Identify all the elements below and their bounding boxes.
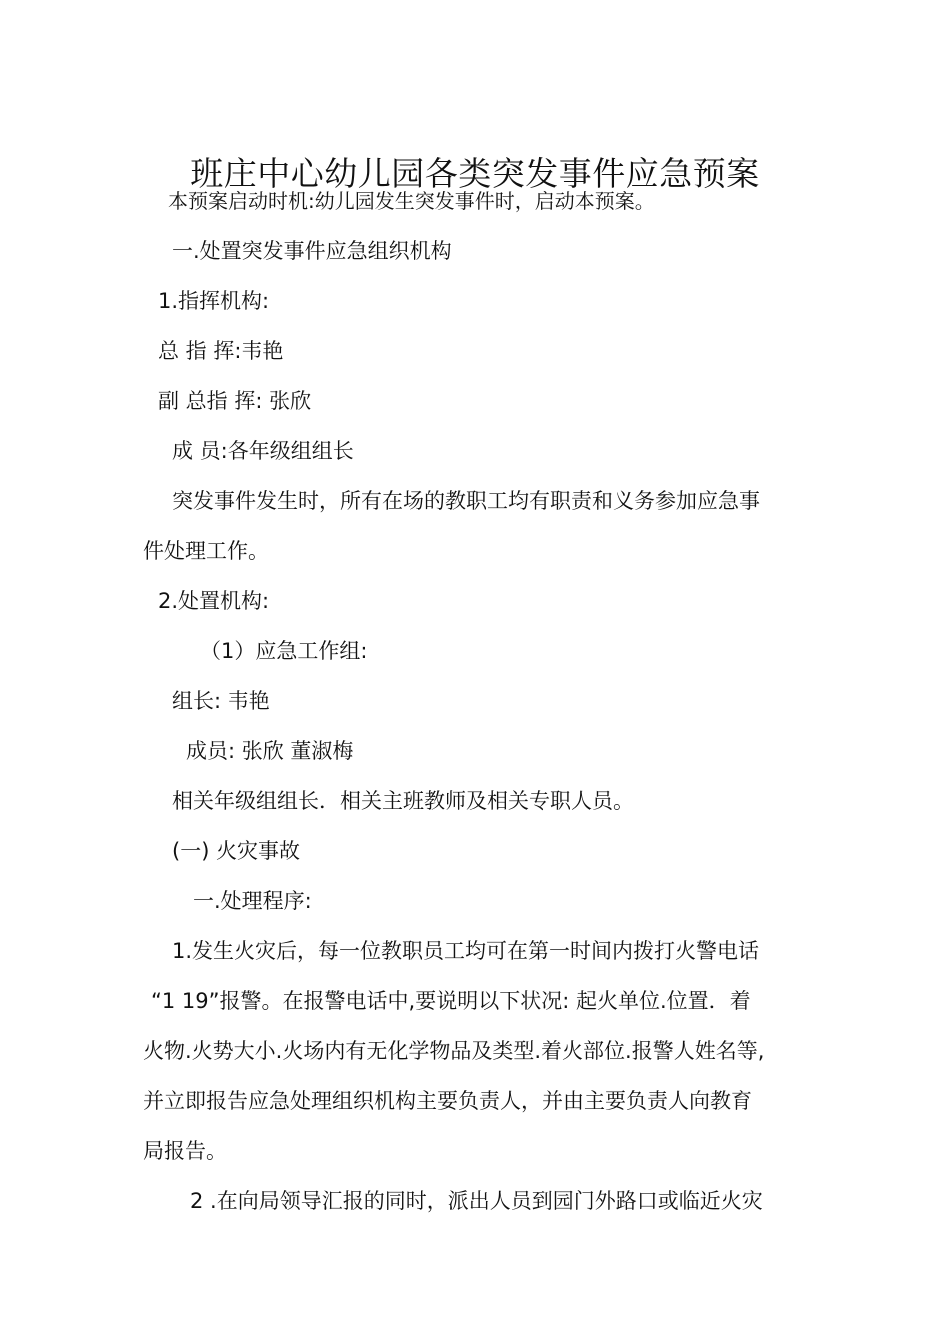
paragraph-duty-line-2: 件处理工作。	[143, 539, 269, 563]
procedure-2-line-1: 2 .在向局领导汇报的同时，派出人员到园门外路口或临近火灾	[190, 1189, 763, 1213]
members-line: 成 员:各年级组组长	[172, 439, 354, 463]
document-title: 班庄中心幼儿园各类突发事件应急预案	[190, 154, 760, 194]
group-members-line: 成员: 张欣 董淑梅	[186, 739, 354, 763]
procedure-1-line-1: 1.发生火灾后，每一位教职员工均可在第一时间内拨打火警电话	[172, 939, 760, 963]
procedure-1-line-5: 局报告。	[143, 1139, 227, 1163]
subheading-procedure: 一.处理程序:	[193, 889, 312, 913]
section-heading-organization: 一.处置突发事件应急组织机构	[172, 239, 452, 263]
paragraph-intro: 本预案启动时机:幼儿园发生突发事件时，启动本预案。	[168, 189, 655, 213]
subheading-command: 1.指挥机构:	[158, 289, 270, 313]
paragraph-duty-line-1: 突发事件发生时，所有在场的教职工均有职责和义务参加应急事	[172, 489, 760, 513]
group-leader-line: 组长: 韦艳	[172, 689, 270, 713]
section-heading-fire: (一) 火灾事故	[172, 839, 301, 863]
commander-line: 总 指 挥:韦艳	[158, 339, 284, 363]
procedure-1-line-3: 火物.火势大小.火场内有无化学物品及类型.着火部位.报警人姓名等,	[143, 1039, 765, 1063]
procedure-1-line-4: 并立即报告应急处理组织机构主要负责人，并由主要负责人向教育	[143, 1089, 752, 1113]
subheading-emergency-group: （1）应急工作组:	[200, 639, 368, 663]
deputy-commander-line: 副 总指 挥: 张欣	[158, 389, 312, 413]
subheading-handling: 2.处置机构:	[158, 589, 270, 613]
procedure-1-line-2: “1 19”报警。在报警电话中,要说明以下状况: 起火单位.位置．着	[151, 989, 751, 1013]
related-staff-line: 相关年级组组长．相关主班教师及相关专职人员。	[172, 789, 634, 813]
